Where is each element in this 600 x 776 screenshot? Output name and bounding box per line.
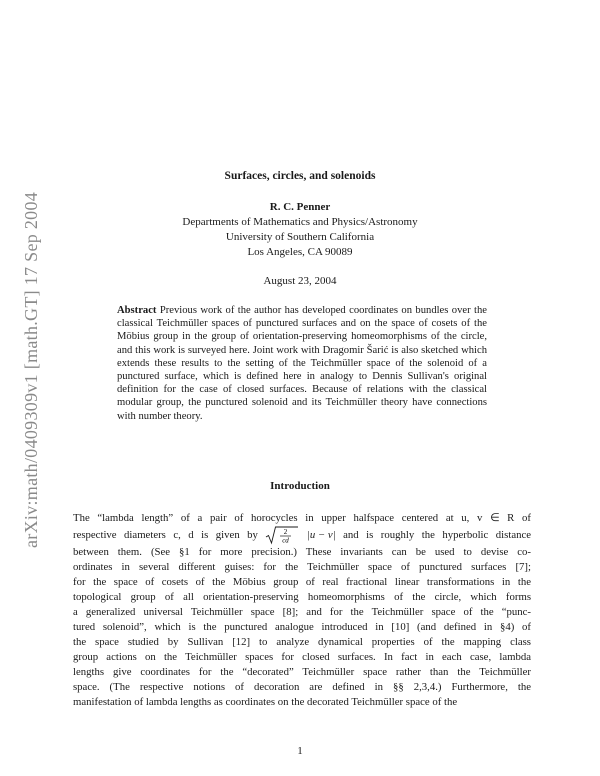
body-line: ordinates in several different guises: for the Teichmüller space of punctured surfaces [7]; (73, 561, 531, 573)
body-line: between them. (See §1 for more precision.) These invariants can be used to devise co- (73, 546, 531, 558)
abstract (117, 304, 487, 423)
body-line-with-formula (73, 526, 531, 545)
abstract-text: Previous work of the author has developed coordinates on bundles over the classical Teichmüller spaces of punctured surfaces and on the space of cosets of the Möbius group in the group of orientation-preserving homeomorphisms of the circle, and this work is surveyed here. Joint work with Dragomir Šarić is also sketched which extends these results to the setting of the Teichmüller space of the solenoid of a punctured surface, which is defined here in analogy to Dennis Sullivan's original definition for the case of closed surfaces. Because of relations with the classical modular group, the punctured solenoid and its Teichmüller theory have connections with number theory. (117, 305, 487, 422)
author-name: R. C. Penner (269, 201, 331, 213)
body-line: the space studied by Sullivan [12] to analyze dynamical properties of the mapping class (73, 636, 531, 648)
body-line: a generalized universal Teichmüller space [8]; and for the Teichmüller space of the “punc- (73, 606, 531, 618)
body-line: group actions on the Teichmüller spaces for closed surfaces. In fact in each case, lambda (73, 651, 531, 663)
arxiv-stamp: arXiv:math/0409309v1 [math.GT] 17 Sep 2004 (21, 191, 41, 548)
paper-title: Surfaces, circles, and solenoids (224, 170, 376, 182)
introduction-body (73, 511, 531, 710)
body-line: tured solenoid”, which is the punctured analogue introduced in [10] (and defined in §4) of (73, 621, 531, 633)
sqrt-symbol (265, 526, 299, 545)
body-line: topological group of all orientation-preserving homeomorphisms of the circle, which forms (73, 591, 531, 603)
body-line: for the space of cosets of the Möbius group of real fractional linear transformations in the (73, 576, 531, 588)
formula-trailing-text: and is roughly the hyperbolic distance (343, 528, 532, 541)
fraction-numerator: 2 (284, 528, 288, 536)
abstract-label: Abstract (117, 305, 157, 316)
section-heading-introduction: Introduction (270, 480, 330, 492)
body-line: The “lambda length” of a pair of horocycles in upper halfspace centered at u, v ∈ R of (73, 512, 531, 524)
body-line: manifestation of lambda lengths as coordinates on the decorated Teichmüller space of the (73, 696, 458, 708)
affiliation-line: Los Angeles, CA 90089 (247, 246, 353, 258)
sqrt-formula (265, 526, 299, 545)
fraction-denominator: cd (282, 536, 290, 545)
abs-difference: |u − v| (306, 529, 336, 541)
body-line: lengths give coordinates for the “decorated” Teichmüller space rather than the Teichmüller (73, 666, 531, 678)
paper-date: August 23, 2004 (263, 275, 337, 287)
author-block (0, 200, 600, 260)
affiliation-line: University of Southern California (225, 231, 375, 243)
page-number: 1 (297, 745, 303, 757)
affiliation-line: Departments of Mathematics and Physics/Astronomy (182, 216, 418, 228)
body-line: space. (The respective notions of decoration are defined in §§ 2,3,4.) Furthermore, the (73, 681, 531, 693)
formula-lead-text: respective diameters c, d is given by (73, 528, 258, 541)
